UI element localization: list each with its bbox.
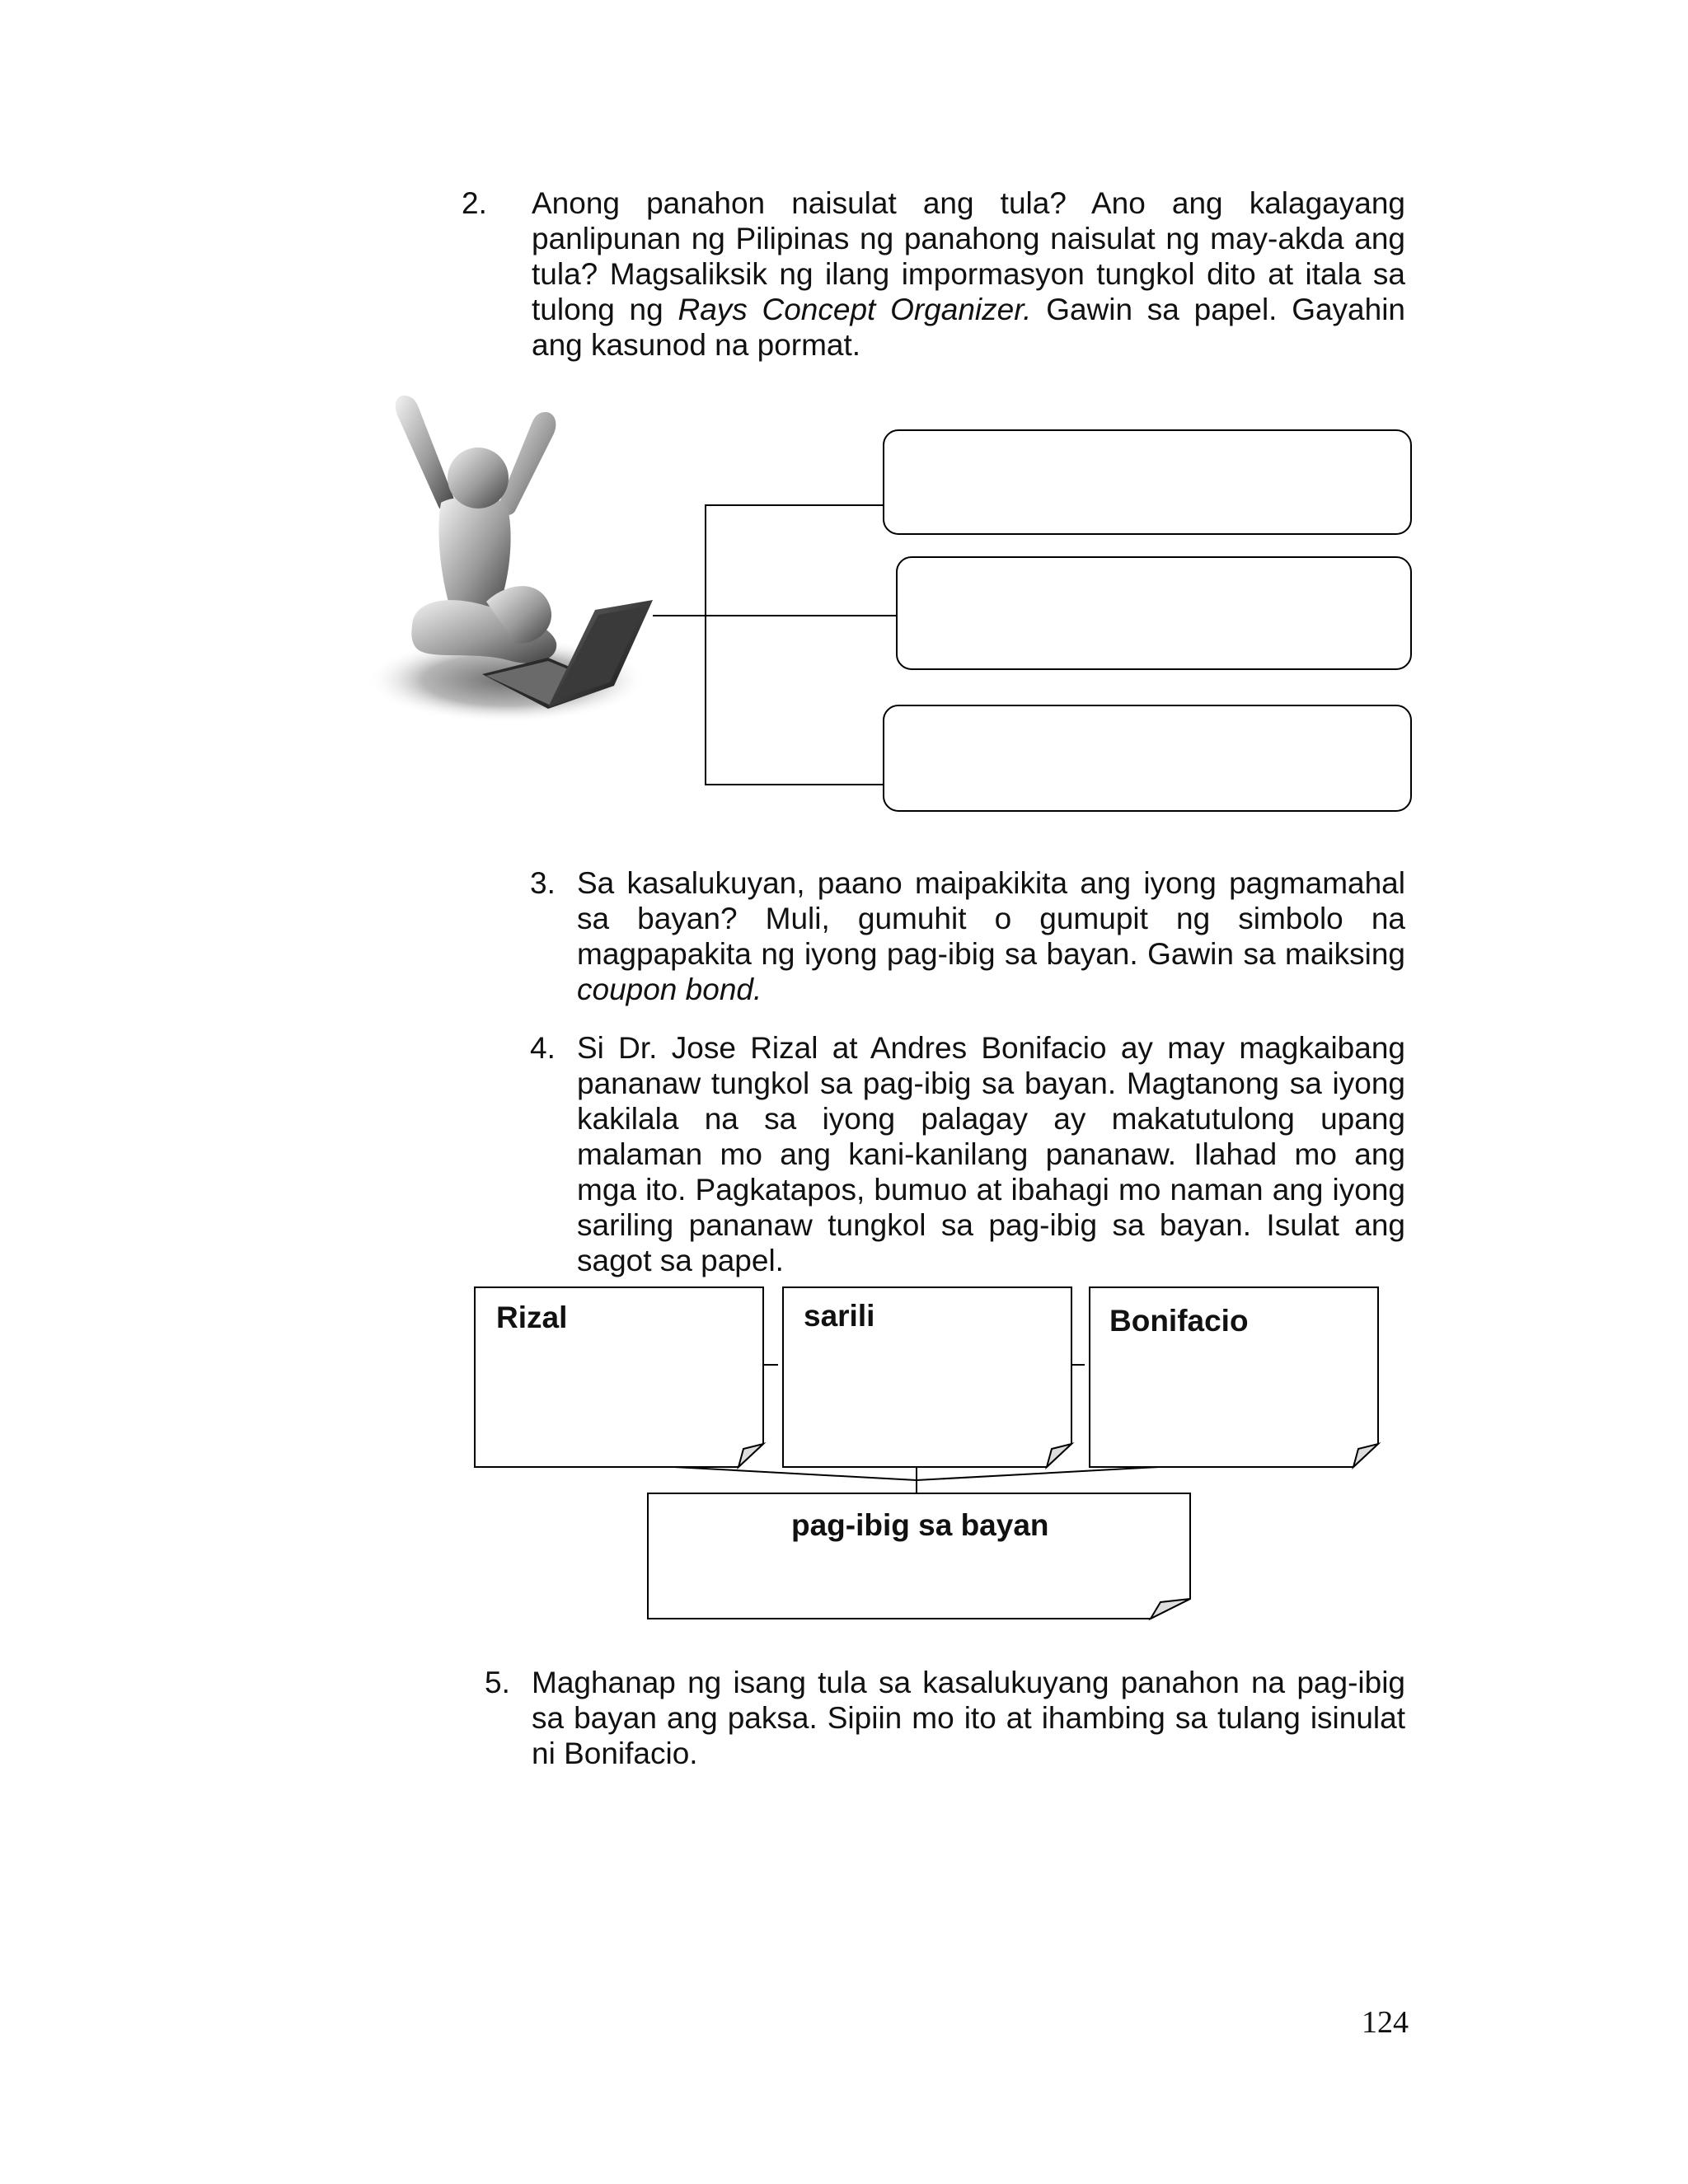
item-3-line-1: Sa kasalukuyan, paano maipakikita ang iyong pagmamahal bbox=[577, 866, 1405, 900]
rays-concept-organizer-term: Rays Concept Organizer. bbox=[678, 293, 1032, 326]
item-4-line-1: Si Dr. Jose Rizal at Andres Bonifacio ay may magkaibang bbox=[577, 1031, 1405, 1065]
item-2-line-1: Anong panahon naisulat ang tula? Ano ang kalagayang bbox=[532, 186, 1405, 220]
item-4-line-6: sariling pananaw tungkol sa pag-ibig sa bayan. Isulat ang bbox=[577, 1208, 1405, 1242]
item-4-number: 4. bbox=[530, 1031, 556, 1065]
pag-ibig-sa-bayan-label: pag-ibig sa bayan bbox=[791, 1508, 1049, 1542]
item-4-line-5: mga ito. Pagkatapos, bumuo at ibahagi mo naman ang iyong bbox=[577, 1173, 1405, 1207]
item-5-number: 5. bbox=[485, 1666, 510, 1699]
rizal-label: Rizal bbox=[496, 1301, 568, 1334]
item-2-number: 2. bbox=[462, 186, 487, 220]
item-2-line-4: tulong ng Rays Concept Organizer. Gawin sa papel. Gayahin bbox=[532, 293, 1406, 326]
item-4-text bbox=[577, 1030, 1405, 1278]
item-5-line-2: sa bayan ang paksa. Sipiin mo ito at ihambing sa tulang isinulat bbox=[532, 1701, 1405, 1735]
item-4-line-4: malaman mo ang kani-kanilang pananaw. Ilahad mo ang bbox=[577, 1137, 1405, 1171]
item-2-line-2: panlipunan ng Pilipinas ng panahong naisulat ng may-akda ang bbox=[532, 222, 1405, 255]
item-3-text bbox=[577, 865, 1405, 1007]
rays-concept-organizer bbox=[363, 379, 1418, 824]
item-3-line-2: sa bayan? Muli, gumuhit o gumupit ng simbolo na bbox=[577, 902, 1405, 935]
item-2-text bbox=[532, 185, 1405, 363]
ray-box-1 bbox=[884, 430, 1411, 534]
ray-box-2 bbox=[897, 557, 1411, 669]
bonifacio-label: Bonifacio bbox=[1109, 1304, 1249, 1338]
item-4-line-7: sagot sa papel. bbox=[577, 1244, 784, 1277]
page-number: 124 bbox=[1362, 2005, 1409, 2040]
item-2-line-5: ang kasunod na pormat. bbox=[532, 328, 861, 362]
item-5-text bbox=[532, 1665, 1405, 1771]
item-4-line-3: kakilala na sa iyong palagay ay makatutulong upang bbox=[577, 1102, 1405, 1136]
ray-box-3 bbox=[884, 705, 1411, 811]
item-5-line-3: ni Bonifacio. bbox=[532, 1736, 698, 1770]
sarili-label: sarili bbox=[804, 1299, 875, 1333]
item-3-number: 3. bbox=[530, 866, 556, 900]
item-2-line-3: tula? Magsaliksik ng ilang impormasyon tungkol dito at itala sa bbox=[532, 257, 1405, 291]
item-3-line-4: coupon bond. bbox=[577, 972, 762, 1006]
item-5-line-1: Maghanap ng isang tula sa kasalukuyang panahon na pag-ibig bbox=[532, 1666, 1405, 1699]
item-4-line-2: pananaw tungkol sa pag-ibig sa bayan. Magtanong sa iyong bbox=[577, 1066, 1405, 1100]
person-laptop-illustration bbox=[367, 396, 653, 723]
item-3-line-3: magpapakita ng iyong pag-ibig sa bayan. Gawin sa maiksing bbox=[577, 937, 1405, 971]
